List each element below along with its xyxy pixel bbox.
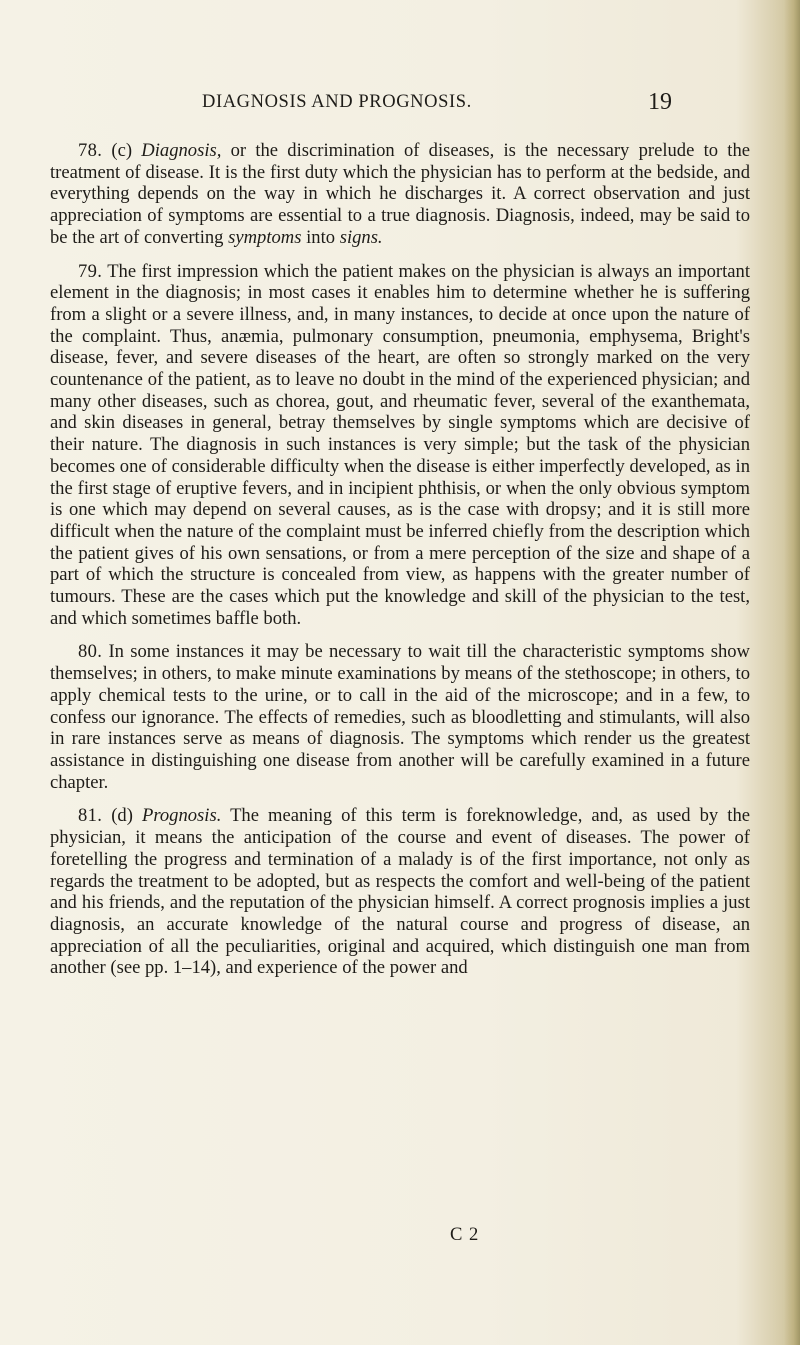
paragraph-text: The meaning of this term is foreknowledge, and, as used by the physician, it means the anticipation of the course and event of diseases. The power of foretelling the progress and termination of a malady is of the first importance, not only as regards the treatment to be adopted, but as respects the comfort and well-being of the patient and his friends, and the reputation of the physician himself. A correct prognosis implies a just diagnosis, an accurate knowledge of the natural course and progress of disease, an appreciation of all the peculiarities, original and acquired, which distinguish one man from another (see pp. 1–14), and experience of the power and — [50, 805, 750, 979]
emphasis-symptoms: symptoms — [228, 226, 302, 248]
paragraph-number: 79. — [78, 260, 103, 282]
signature-mark: C 2 — [450, 1224, 480, 1245]
paragraph-text: or the discrimination of diseases, is the necessary prelude to the treatment of disease. It is the first duty which the physician has to perform at the bedside, and everything depends on the way in which he discharges it. A correct observation and just appreciation of symptoms are essential to a true diagnosis. Diagnosis, indeed, may be said to be the art of converting — [50, 140, 751, 248]
section-label: (d) — [111, 805, 133, 827]
section-label: (c) — [111, 140, 133, 161]
section-title: Prognosis. — [141, 805, 222, 827]
paragraph-80 — [50, 641, 750, 793]
paragraph-81 — [50, 805, 750, 979]
paragraph-number: 78. — [78, 140, 103, 161]
paragraph-78 — [50, 140, 750, 249]
paragraph-number: 80. — [78, 641, 103, 663]
page-number: 19 — [648, 89, 672, 115]
page-body — [50, 140, 750, 979]
emphasis-signs: signs. — [339, 226, 383, 248]
paragraph-text: In some instances it may be necessary to wait till the characteristic symptoms show themselves; in others, to make minute examinations by means of the stethoscope; in others, to apply chemical tests to the urine, or to call in the aid of the microscope; and in a few, to confess our ignorance. The effects of remedies, such as bloodletting and stimulants, will also in rare instances serve as means of diagnosis. The symptoms which render us the greatest assistance in distinguishing one disease from another will be carefully examined in a future chapter. — [50, 641, 750, 793]
paragraph-79 — [50, 261, 750, 630]
paragraph-text: into — [301, 226, 340, 248]
page-header — [202, 89, 672, 122]
section-title: Diagnosis, — [141, 140, 222, 161]
running-head: DIAGNOSIS AND PROGNOSIS. — [202, 92, 472, 112]
paragraph-number: 81. — [78, 805, 103, 827]
page-binding-shadow — [784, 0, 800, 1345]
paragraph-text: The first impression which the patient makes on the physician is always an important element in the diagnosis; in most cases it enables him to determine whether he is suffering from a slight or a severe illness, and, in many instances, to decide at once upon the nature of the complaint. Thus, anæmia, pulmonary consumption, pneumonia, emphysema, Bright's disease, fever, and severe diseases of the heart, are often so strongly marked on the very countenance of the patient, as to leave no doubt in the mind of the experienced physician; and many other diseases, such as chorea, gout, and rheumatic fever, several of the exanthemata, and skin diseases in general, betray themselves by single symptoms which are decisive of their nature. The diagnosis in such instances is very simple; but the task of the physician becomes one of considerable difficulty when the disease is either imperfectly developed, as in the first stage of eruptive fevers, and in incipient phthisis, or when the only obvious symptom is one which may depend on several causes, as is the case with dropsy; and it is still more difficult when the nature of the complaint must be inferred chiefly from the description which the patient gives of his own sensations, or from a mere perception of the size and shape of a part of which the structure is concealed from view, as happens with the greater number of tumours. These are the cases which put the knowledge and skill of the physician to the test, and which sometimes baffle both. — [50, 260, 750, 629]
